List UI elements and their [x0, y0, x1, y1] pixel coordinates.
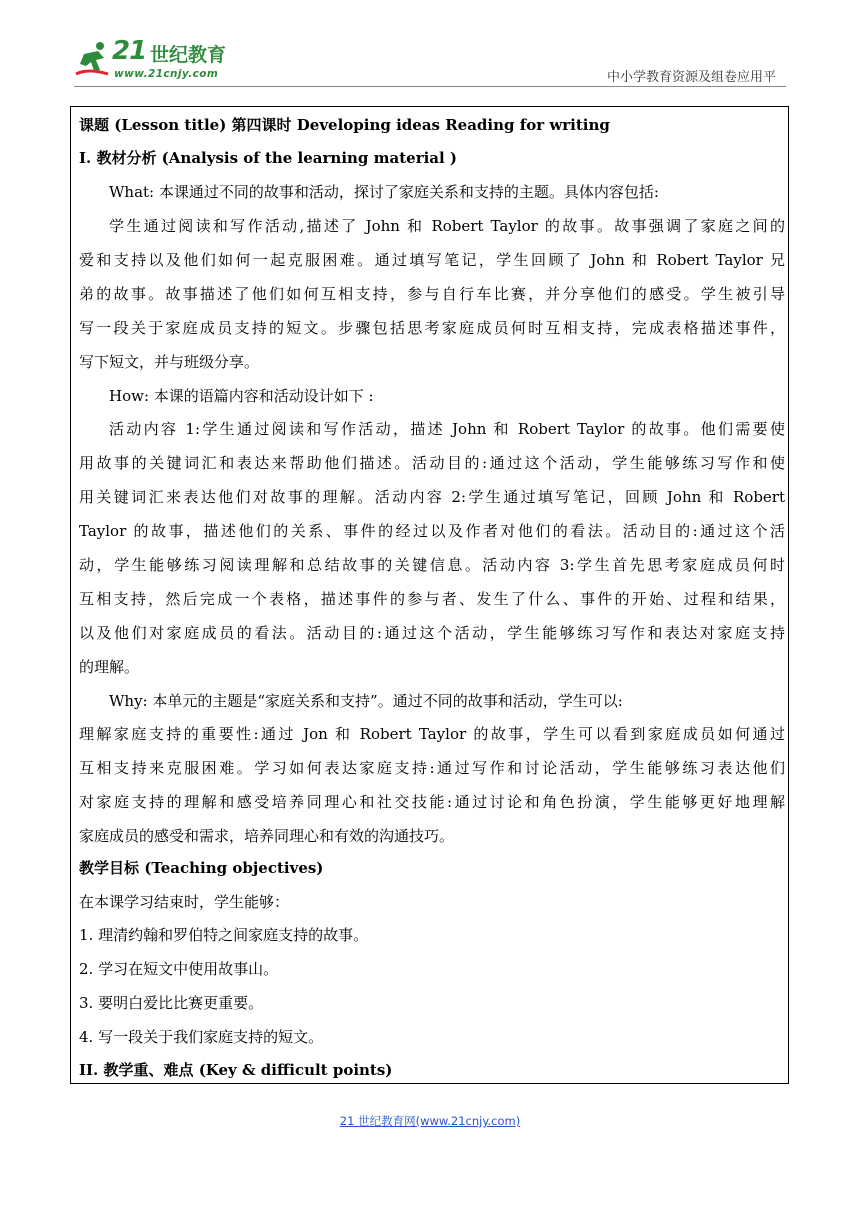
- text-line: 活动内容 1:学生通过阅读和写作活动，描述 John 和 Robert Taylor 的故事。他们需要使: [109, 420, 785, 438]
- text-line: 写一段关于家庭成员支持的短文。步骤包括思考家庭成员何时互相支持，完成表格描述事件，: [79, 319, 785, 337]
- text-line: 用关键词汇来表达他们对故事的理解。活动内容 2:学生通过填写笔记，回顾 John 和 Robert: [79, 488, 785, 506]
- objective-item: 1. 理清约翰和罗伯特之间家庭支持的故事。: [79, 926, 369, 944]
- text-line: 学生通过阅读和写作活动,描述了 John 和 Robert Taylor 的故事。故事强调了家庭之间的: [109, 217, 785, 235]
- text-line: 家庭成员的感受和需求，培养同理心和有效的沟通技巧。: [79, 827, 455, 845]
- section-heading-objectives: 教学目标 (Teaching objectives): [79, 859, 324, 877]
- logo-number: 21: [112, 36, 147, 66]
- logo: [74, 38, 254, 84]
- text-line: 以及他们对家庭成员的看法。活动目的:通过这个活动，学生能够练习写作和表达对家庭支持: [79, 624, 785, 642]
- text-line: 动，学生能够练习阅读理解和总结故事的关键信息。活动内容 3:学生首先思考家庭成员何时: [79, 556, 785, 574]
- page-header: [0, 0, 860, 100]
- text-line: 的理解。: [79, 658, 140, 676]
- header-right-text: 中小学教育资源及组卷应用平: [606, 70, 776, 85]
- content-table-cell: [70, 106, 789, 1084]
- text-line: 在本课学习结束时，学生能够：: [79, 893, 290, 911]
- text-line: 对家庭支持的理解和感受培养同理心和社交技能:通过讨论和角色扮演，学生能够更好地理解: [79, 793, 785, 811]
- text-line: 爱和支持以及他们如何一起克服困难。通过填写笔记，学生回顾了 John 和 Robert Taylor 兄: [79, 251, 785, 269]
- text-line: 互相支持，然后完成一个表格，描述事件的参与者、发生了什么、事件的开始、过程和结果，: [79, 590, 785, 608]
- text-line: 互相支持来克服困难。学习如何表达家庭支持:通过写作和讨论活动，学生能够练习表达他们: [79, 759, 785, 777]
- section-heading-key-points: II. 教学重、难点 (Key & difficult points): [79, 1061, 393, 1079]
- lesson-title: 课题 (Lesson title) 第四课时 Developing ideas Reading for writing: [79, 116, 610, 134]
- text-line: Taylor 的故事，描述他们的关系、事件的经过以及作者对他们的看法。活动目的:通过这个活: [79, 522, 785, 540]
- text-line: 理解家庭支持的重要性:通过 Jon 和 Robert Taylor 的故事，学生可以看到家庭成员如何通过: [79, 725, 785, 743]
- text-line: 用故事的关键词汇和表达来帮助他们描述。活动目的:通过这个活动，学生能够练习写作和使: [79, 454, 785, 472]
- text-line: 写下短文，并与班级分享。: [79, 353, 260, 371]
- logo-text: 世纪教育: [150, 44, 227, 66]
- objective-item: 3. 要明白爱比比赛更重要。: [79, 994, 264, 1012]
- objective-item: 2. 学习在短文中使用故事山。: [79, 960, 279, 978]
- text-line: How: 本课的语篇内容和活动设计如下 :: [109, 387, 374, 405]
- footer-link[interactable]: 21 世纪教育网(www.21cnjy.com): [339, 1114, 521, 1128]
- header-divider: [74, 86, 786, 87]
- objective-item: 4. 写一段关于我们家庭支持的短文。: [79, 1028, 324, 1046]
- section-heading-material: I. 教材分析 (Analysis of the learning material ): [79, 149, 458, 167]
- logo-url: www.21cnjy.com: [114, 68, 219, 80]
- text-line: Why: 本单元的主题是“家庭关系和支持”。通过不同的故事和活动，学生可以:: [109, 692, 623, 710]
- runner-logo-icon: [74, 40, 114, 80]
- text-line: 弟的故事。故事描述了他们如何互相支持，参与自行车比赛，并分享他们的感受。学生被引导: [79, 285, 785, 303]
- text-line: What: 本课通过不同的故事和活动，探讨了家庭关系和支持的主题。具体内容包括:: [109, 183, 659, 201]
